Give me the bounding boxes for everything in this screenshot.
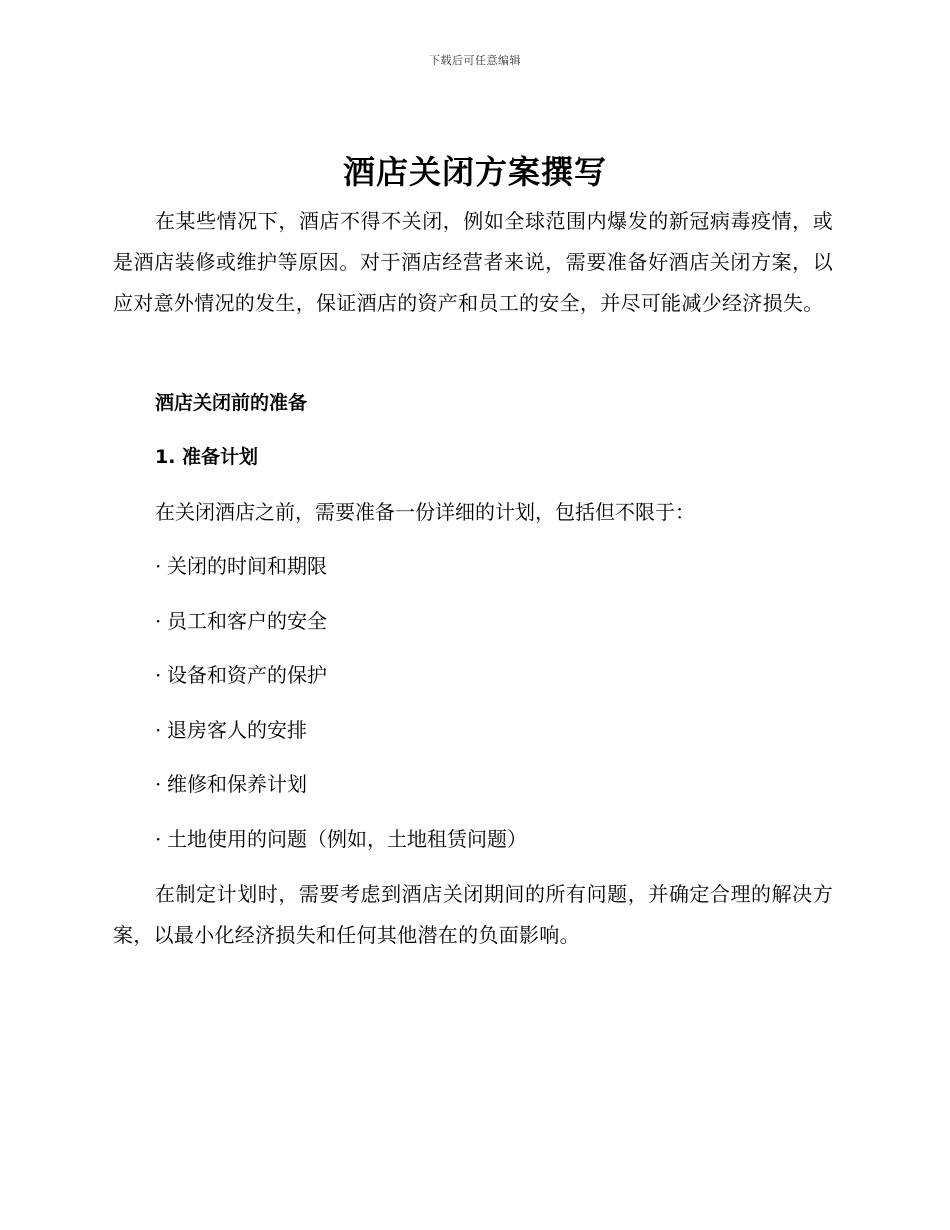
- list-item: [155, 660, 845, 690]
- list-item-text: 退房客人的安排: [167, 718, 307, 742]
- lead-in-text: 在关闭酒店之前，需要准备一份详细的计划，包括但不限于：: [155, 500, 695, 524]
- section-heading: 酒店关闭前的准备: [155, 392, 308, 414]
- list-item: [155, 824, 845, 854]
- bullet-marker: ·: [155, 718, 162, 742]
- list-item-text: 员工和客户的安全: [167, 609, 327, 633]
- list-item: [155, 551, 845, 581]
- header-note: 下载后可任意编辑: [429, 54, 521, 67]
- bullet-marker: ·: [155, 663, 162, 687]
- list-item-text: 关闭的时间和期限: [167, 554, 327, 578]
- document-title: 酒店关闭方案撰写: [342, 153, 607, 191]
- list-item-text: 土地使用的问题（例如，土地租赁问题）: [167, 827, 527, 851]
- list-item: [155, 606, 845, 636]
- list-item-text: 维修和保养计划: [167, 772, 307, 796]
- bullet-marker: ·: [155, 827, 162, 851]
- list-item-text: 设备和资产的保护: [167, 663, 327, 687]
- closing-paragraph: 在制定计划时，需要考虑到酒店关闭期间的所有问题，并确定合理的解决方案，以最小化经济损失和任何其他潜在的负面影响。: [113, 882, 833, 947]
- bullet-marker: ·: [155, 554, 162, 578]
- list-item: [155, 715, 845, 745]
- bullet-marker: ·: [155, 772, 162, 796]
- list-item: [155, 769, 845, 799]
- intro-paragraph: 在某些情况下，酒店不得不关闭，例如全球范围内爆发的新冠病毒疫情，或是酒店装修或维护等原因。对于酒店经营者来说，需要准备好酒店关闭方案，以应对意外情况的发生，保证酒店的资产和员工的安全，并尽可能减少经济损失。: [113, 209, 833, 315]
- bullet-marker: ·: [155, 609, 162, 633]
- subsection-heading: 1. 准备计划: [155, 446, 259, 468]
